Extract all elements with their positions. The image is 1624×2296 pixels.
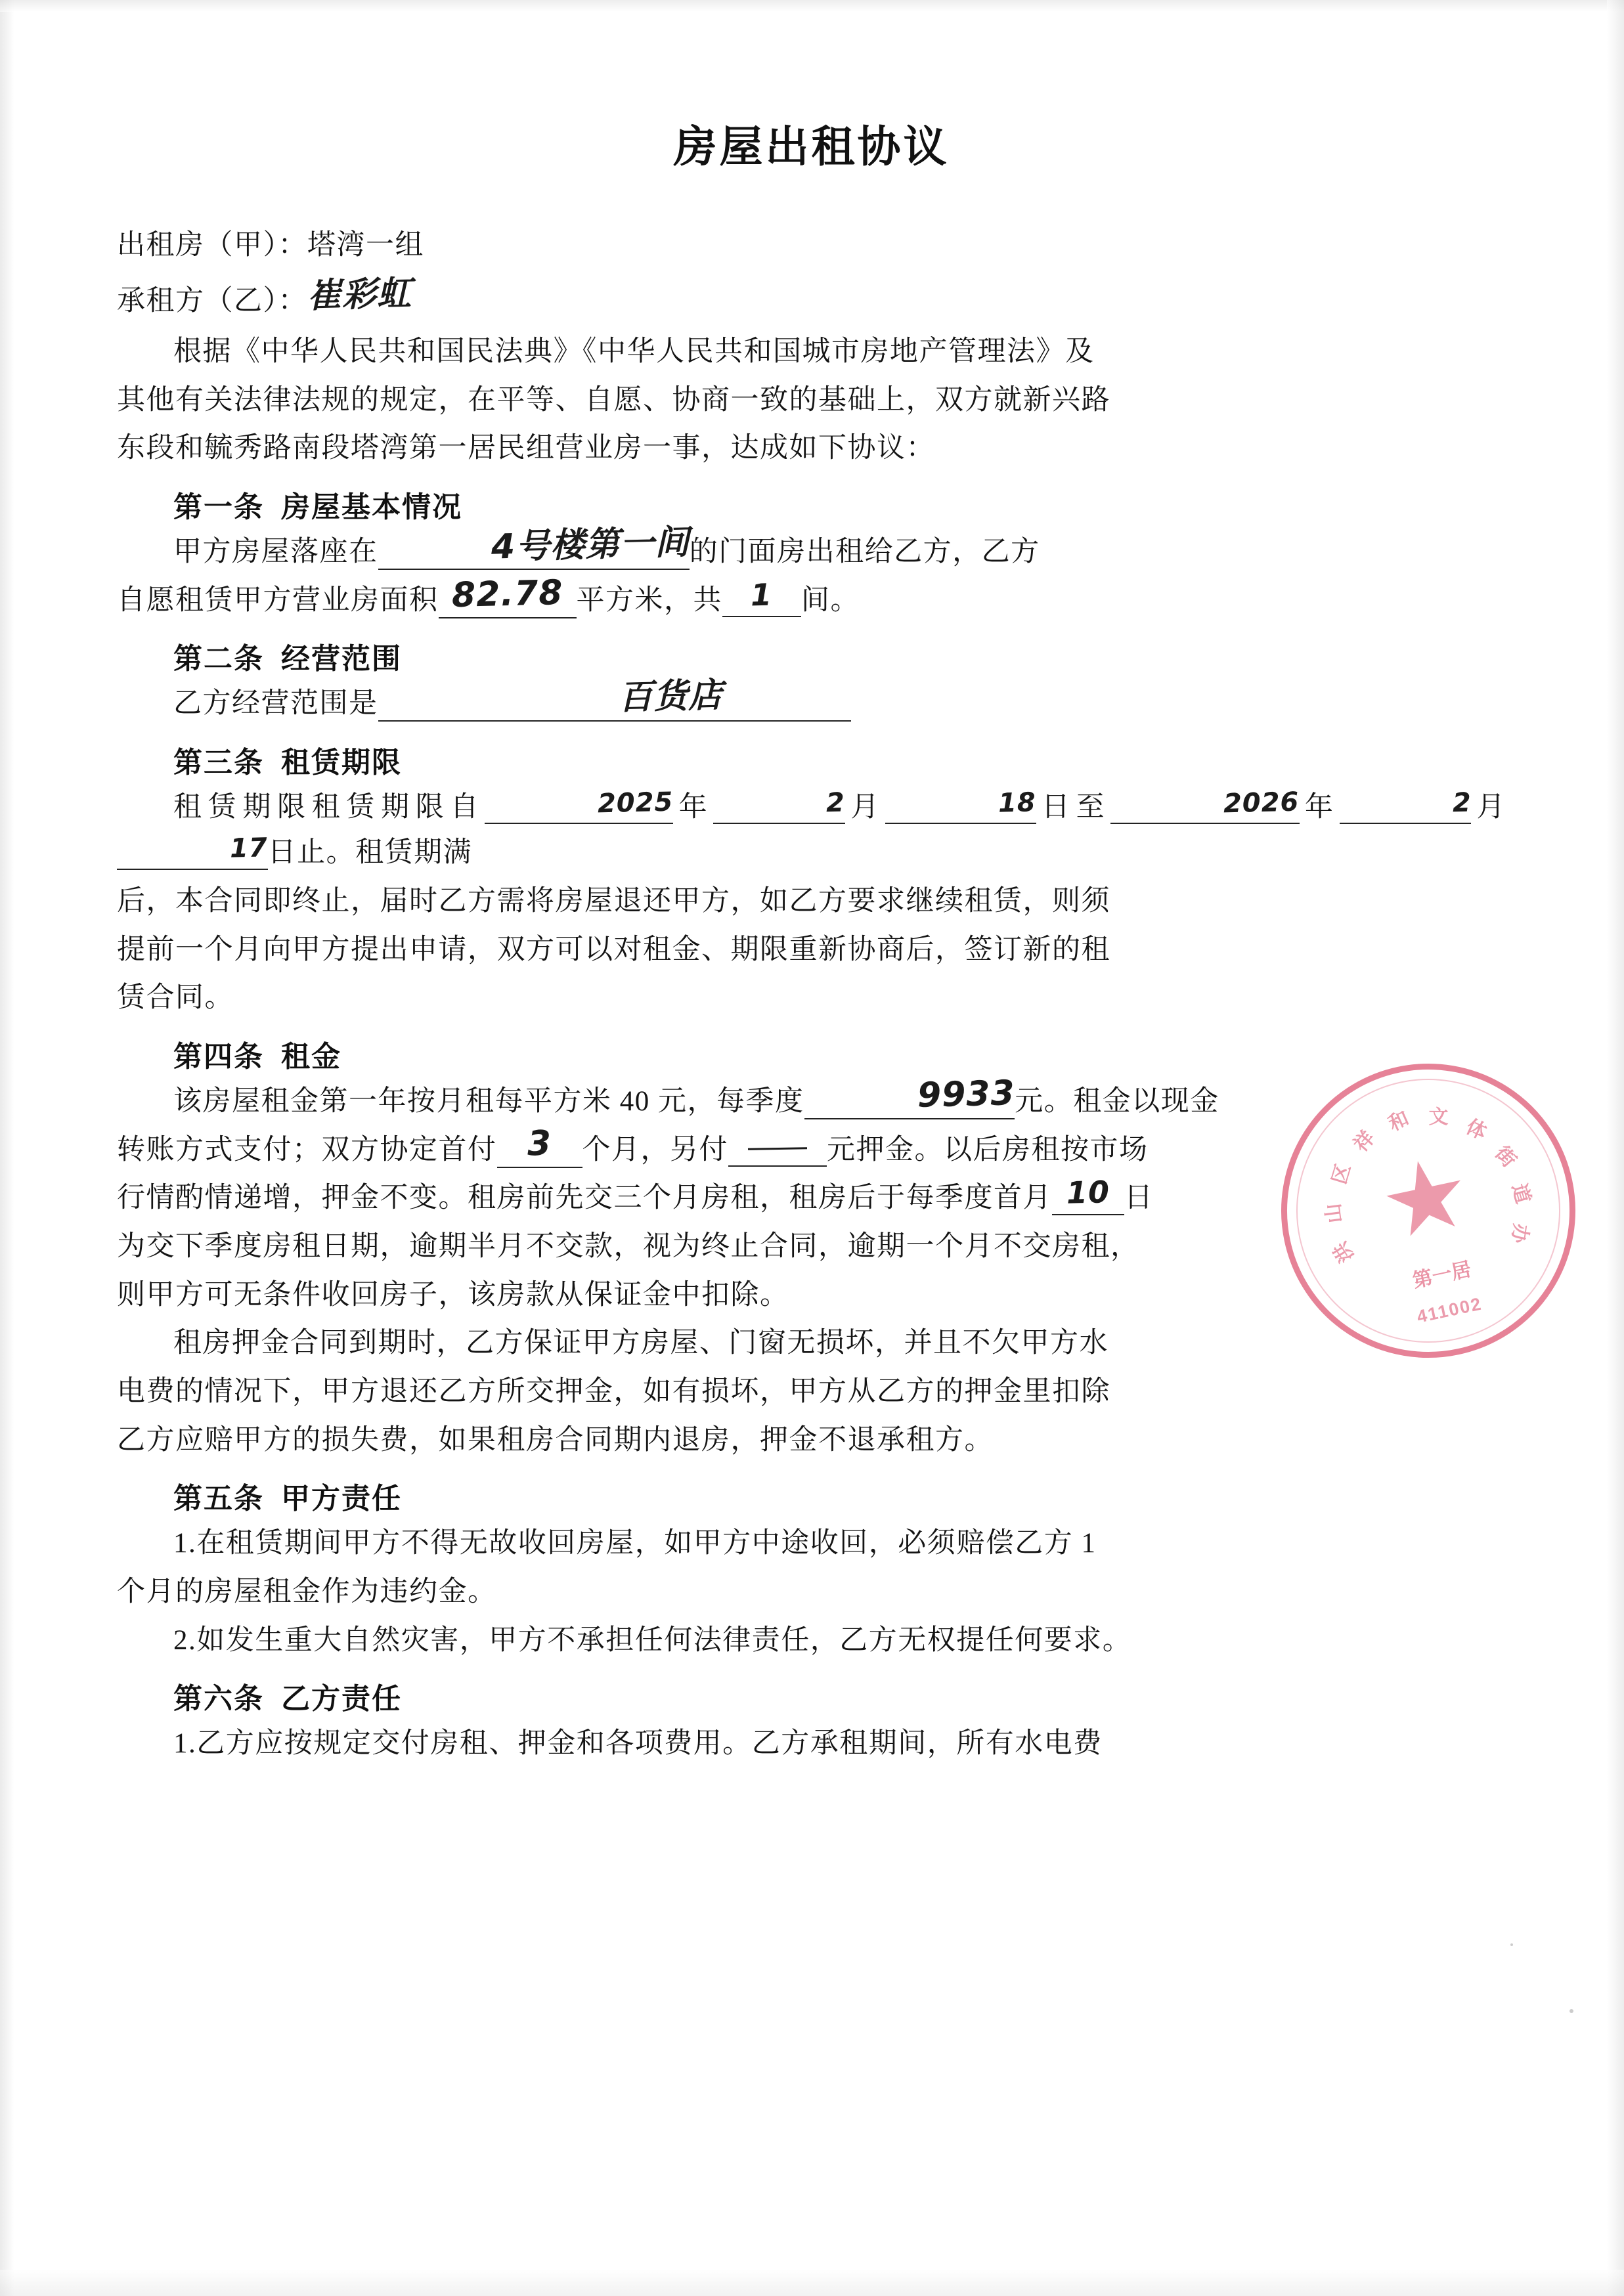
deposit-blank bbox=[728, 1135, 827, 1167]
article-4-p1-line3: 行情酌情递增，押金不变。租房前先交三个月房租，租房后于每季度首月 bbox=[117, 1182, 1052, 1214]
article-4-p2-line-2: 电费的情况下，甲方退还乙方所交押金，如有损坏，甲方从乙方的押金里扣除 bbox=[117, 1376, 1110, 1408]
room-blank bbox=[378, 523, 690, 570]
end-month-handwritten-value: 2 bbox=[1451, 787, 1472, 819]
end-year-blank bbox=[1110, 787, 1300, 824]
lessee-label: 承租方（乙）： bbox=[117, 285, 307, 316]
lessor-label: 出租房（甲）： bbox=[117, 230, 307, 261]
year-unit-1: 年 bbox=[673, 791, 714, 823]
end-day-handwritten-value: 17 bbox=[229, 833, 269, 865]
seal-sub-text: 第一居 bbox=[1411, 1258, 1474, 1292]
article-4-p1-line2-mid: 个月，另付 bbox=[582, 1134, 728, 1165]
article-5-title: 甲方责任 bbox=[281, 1483, 402, 1515]
article-3-title: 租赁期限 bbox=[281, 746, 402, 779]
prepay-months-blank bbox=[497, 1123, 582, 1168]
payment-day-handwritten-value: 10 bbox=[1066, 1174, 1110, 1211]
page-title: 房屋出租协议 bbox=[673, 122, 950, 171]
scan-speck bbox=[1510, 1943, 1513, 1946]
area-blank bbox=[439, 573, 577, 618]
article-5-item-1-line-1: 1.在租赁期间甲方不得无故收回房屋，如甲方中途收回，必须赔偿乙方 1 bbox=[173, 1528, 1097, 1559]
end-year-handwritten-value: 2026 bbox=[1223, 787, 1300, 819]
article-1-body-pre: 甲方房屋落座在 bbox=[173, 536, 378, 567]
article-5-item-1-line-2: 个月的房屋租金作为违约金。 bbox=[117, 1576, 497, 1608]
article-3-heading bbox=[117, 739, 1506, 781]
business-scope-blank bbox=[378, 676, 851, 722]
scan-edge-top bbox=[0, 0, 1624, 12]
article-3-line-4: 赁合同。 bbox=[117, 982, 234, 1014]
article-3-number: 第三条 bbox=[173, 746, 264, 779]
article-4-title: 租金 bbox=[281, 1041, 341, 1073]
month-unit-1: 月 bbox=[845, 791, 886, 823]
article-5-item-2: 2.如发生重大自然灾害，甲方不承担任何法律责任，乙方无权提任何要求。 bbox=[173, 1624, 1132, 1656]
article-3-line-3: 提前一个月向甲方提出申请，双方可以对租金、期限重新协商后，签订新的租 bbox=[117, 934, 1110, 965]
article-1-line-2 bbox=[117, 573, 1506, 624]
article-1-line2-mid: 平方米，共 bbox=[576, 584, 722, 616]
article-4-p1-line2-end: 元押金。以后房租按市场 bbox=[827, 1134, 1149, 1165]
end-month-blank bbox=[1340, 787, 1472, 824]
end-day-blank bbox=[117, 833, 269, 869]
article-1-line2-end: 间。 bbox=[801, 584, 860, 616]
lessee-handwritten-value: 崔彩虹 bbox=[307, 273, 412, 316]
room-count-handwritten-value: 1 bbox=[750, 576, 774, 613]
day-unit-1: 日至 bbox=[1036, 791, 1111, 823]
article-4-p1-line3-end: 日 bbox=[1124, 1182, 1154, 1214]
start-month-handwritten-value: 2 bbox=[825, 787, 846, 819]
article-1-heading bbox=[117, 483, 1506, 525]
start-day-blank bbox=[885, 787, 1037, 824]
article-4-heading bbox=[117, 1033, 1506, 1075]
article-4-line-3 bbox=[117, 1175, 1506, 1221]
article-5-heading bbox=[117, 1475, 1506, 1517]
article-6-item-1: 1.乙方应按规定交付房租、押金和各项费用。乙方承租期间，所有水电费 bbox=[173, 1728, 1103, 1760]
article-2-body-pre: 乙方经营范围是 bbox=[173, 688, 378, 720]
payment-day-blank bbox=[1052, 1174, 1124, 1215]
room-handwritten-value: 4号楼第一间 bbox=[490, 523, 690, 567]
room-count-blank bbox=[722, 576, 801, 617]
area-handwritten-value: 82.78 bbox=[451, 573, 563, 615]
scan-speck bbox=[1569, 2009, 1573, 2013]
article-4-line-5: 则甲方可无条件收回房子，该房款从保证金中扣除。 bbox=[117, 1279, 789, 1310]
prepay-months-handwritten-value: 3 bbox=[527, 1123, 552, 1164]
preamble-line-2: 其他有关法律法规的规定，在平等、自愿、协商一致的基础上，双方就新兴路 bbox=[117, 384, 1110, 416]
article-6-heading bbox=[117, 1675, 1506, 1717]
article-3-line-1 bbox=[117, 785, 1506, 876]
article-4-p2-line-1: 租房押金合同到期时，乙方保证甲方房屋、门窗无损坏，并且不欠甲方水 bbox=[173, 1328, 1108, 1359]
article-3-body-after: 日止。租赁期满 bbox=[267, 837, 473, 869]
article-4-p1-mid: 元。租金以现金 bbox=[1015, 1086, 1219, 1117]
start-day-handwritten-value: 18 bbox=[998, 787, 1037, 819]
article-2-title: 经营范围 bbox=[281, 643, 402, 676]
lessor-value: 塔湾一组 bbox=[307, 230, 424, 261]
article-2-number: 第二条 bbox=[173, 643, 264, 676]
article-4-p2-line-3: 乙方应赔甲方的损失费，如果租房合同期内退房，押金不退承租方。 bbox=[117, 1424, 994, 1456]
quarter-rent-handwritten-value: 9933 bbox=[916, 1073, 1015, 1116]
article-4-number: 第四条 bbox=[173, 1041, 264, 1073]
deposit-strikethrough-mark bbox=[748, 1147, 807, 1150]
article-4-line-2 bbox=[117, 1123, 1506, 1173]
article-4-p1-line2-pre: 转账方式支付；双方协定首付 bbox=[117, 1134, 497, 1165]
article-5-number: 第五条 bbox=[173, 1483, 264, 1515]
article-1-body-mid: 的门面房出租给乙方，乙方 bbox=[689, 536, 1040, 567]
article-4-line-1 bbox=[117, 1073, 1506, 1125]
article-1-number: 第一条 bbox=[173, 490, 264, 523]
article-6-title: 乙方责任 bbox=[281, 1683, 402, 1716]
document-content bbox=[117, 112, 1506, 1769]
preamble-line-3: 东段和毓秀路南段塔湾第一居民组营业房一事，达成如下协议： bbox=[117, 433, 935, 464]
article-4-p1-pre: 该房屋租金第一年按月租每平方米 40 元，每季度 bbox=[173, 1086, 804, 1117]
article-2-heading bbox=[117, 635, 1506, 677]
seal-number-text: 411002 bbox=[1415, 1293, 1484, 1327]
quarter-rent-blank bbox=[804, 1073, 1015, 1119]
lessee-line bbox=[117, 271, 1506, 326]
article-4-line-4: 为交下季度房租日期，逾期半月不交款，视为终止合同，逾期一个月不交房租， bbox=[117, 1231, 1140, 1263]
scan-edge-right bbox=[1607, 0, 1624, 2296]
scan-edge-bottom bbox=[0, 2270, 1624, 2296]
month-unit-2: 月 bbox=[1471, 791, 1506, 823]
article-3-body-pre: 租赁期限租赁期限自 bbox=[173, 791, 485, 823]
seal-arc-text: 洪 山 区 祥 和 文 体 街 道 办 bbox=[1322, 1106, 1534, 1267]
article-6-number: 第六条 bbox=[173, 1683, 264, 1716]
start-month-blank bbox=[713, 787, 846, 824]
article-1-line-1 bbox=[117, 523, 1506, 575]
business-scope-handwritten-value: 百货店 bbox=[618, 676, 724, 718]
article-1-title: 房屋基本情况 bbox=[281, 490, 462, 523]
start-year-blank bbox=[485, 787, 674, 824]
start-year-handwritten-value: 2025 bbox=[597, 787, 674, 819]
article-3-line-2: 后，本合同即终止，届时乙方需将房屋退还甲方，如乙方要求继续租赁，则须 bbox=[117, 886, 1110, 917]
scan-edge-left bbox=[0, 0, 14, 2296]
article-2-line-1 bbox=[117, 676, 1506, 727]
preamble-line-1: 根据《中华人民共和国民法典》《中华人民共和国城市房地产管理法》及 bbox=[173, 336, 1095, 367]
article-1-line2-pre: 自愿租赁甲方营业房面积 bbox=[117, 584, 439, 616]
year-unit-2: 年 bbox=[1299, 791, 1340, 823]
lessor-line bbox=[117, 223, 1506, 269]
